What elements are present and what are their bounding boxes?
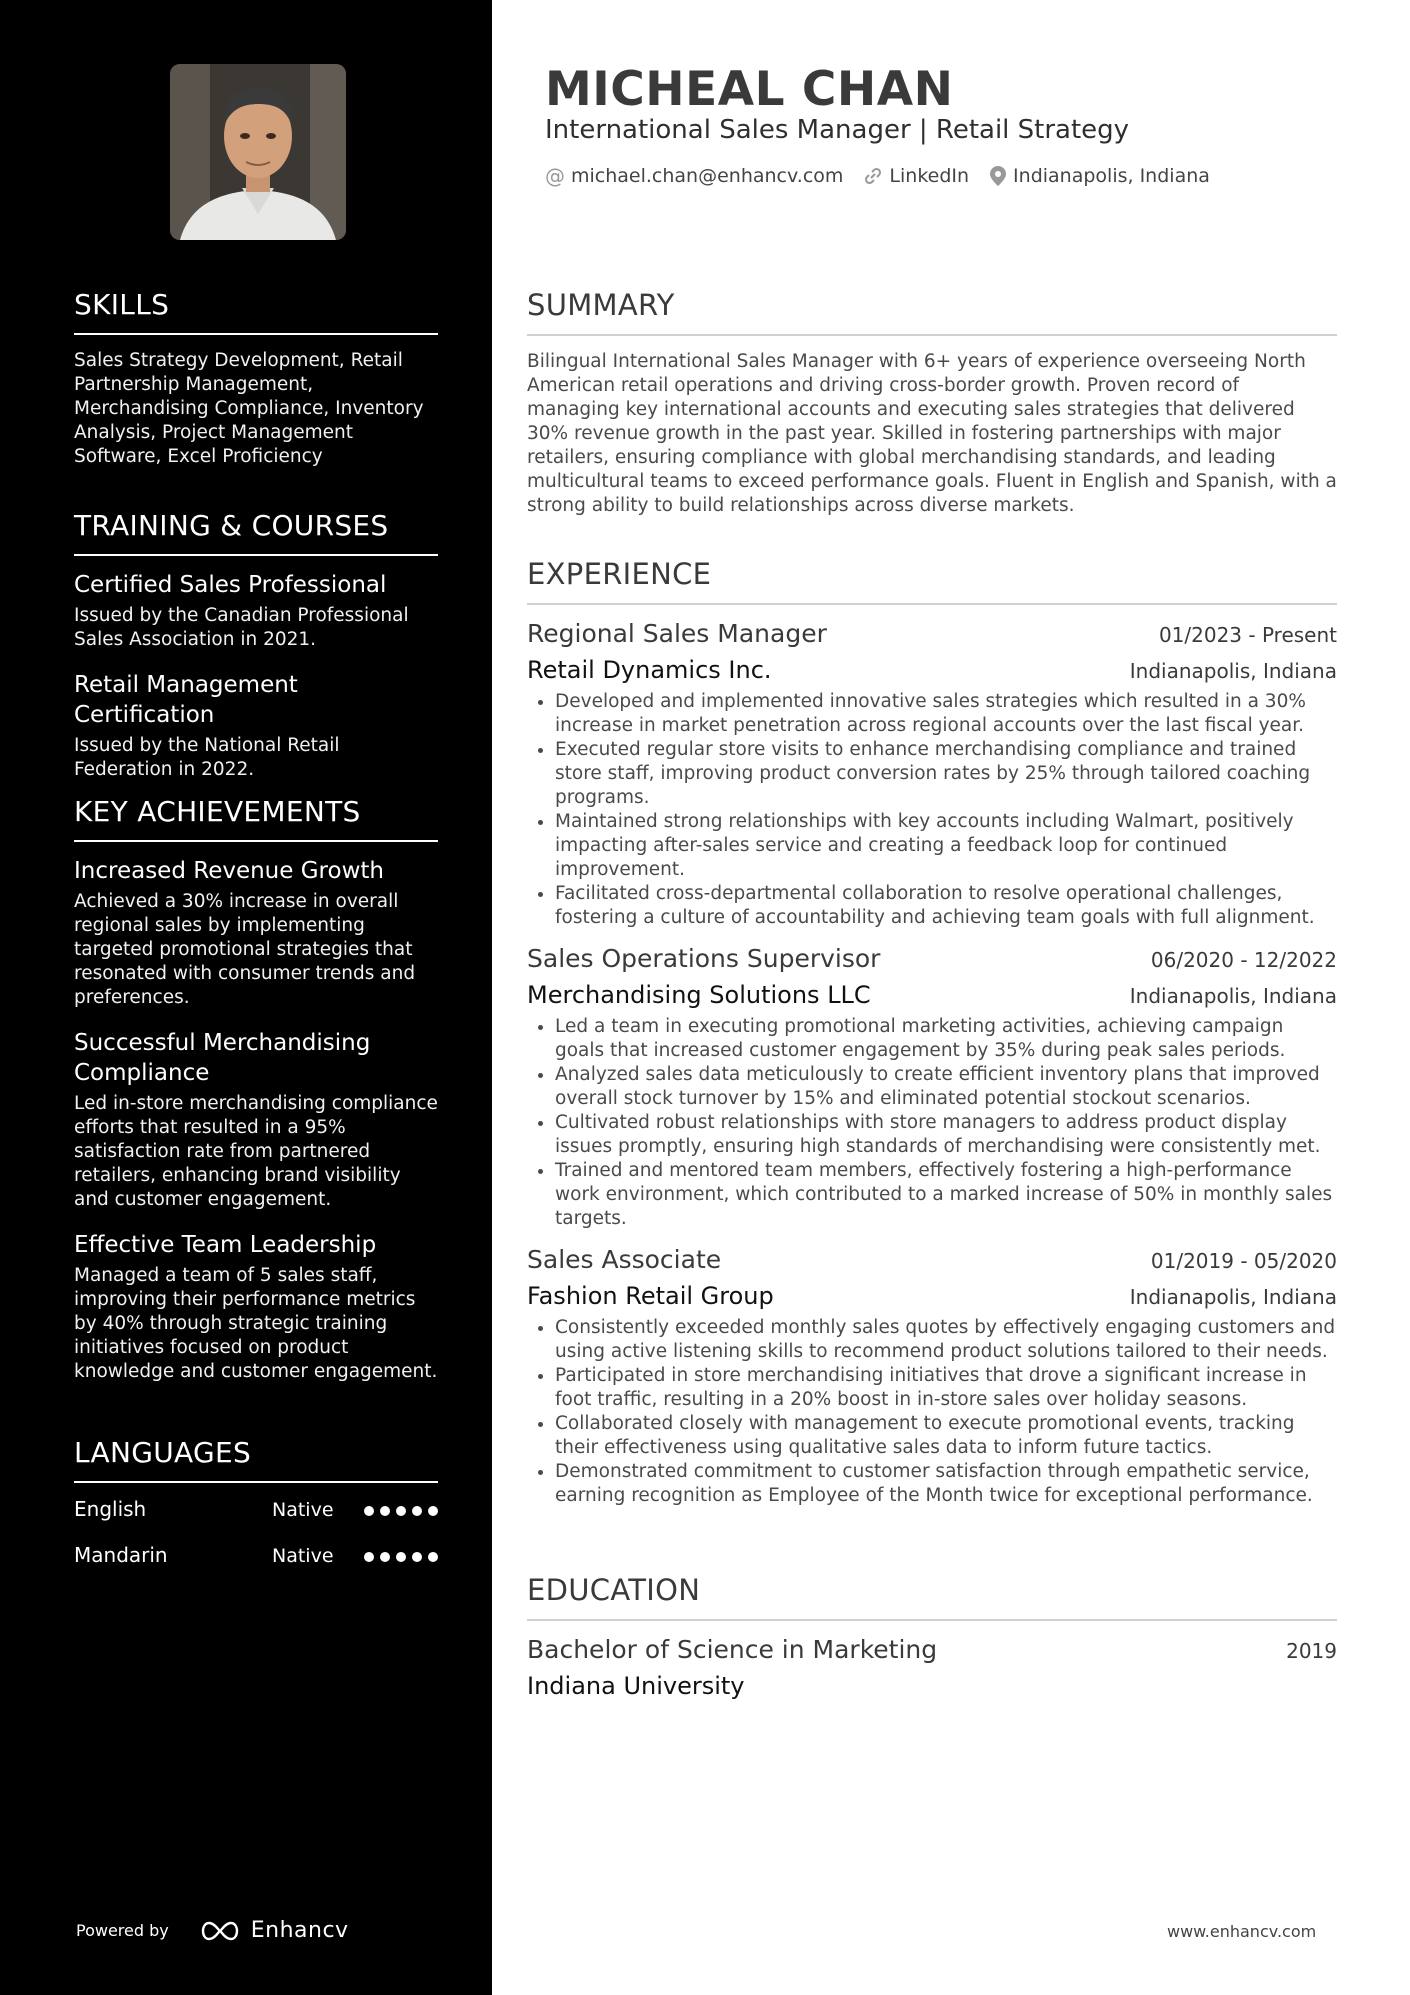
company-name: Fashion Retail Group bbox=[527, 1282, 774, 1310]
education-heading: EDUCATION bbox=[527, 1573, 1337, 1621]
rating-dot bbox=[396, 1552, 406, 1562]
footer-url[interactable]: www.enhancv.com bbox=[1167, 1922, 1317, 1941]
experience-heading: EXPERIENCE bbox=[527, 557, 1337, 605]
language-rating bbox=[358, 1547, 438, 1566]
language-level: Native bbox=[272, 1499, 334, 1521]
languages-section bbox=[74, 1436, 438, 1589]
education-row bbox=[527, 1635, 1337, 1664]
rating-dot bbox=[364, 1506, 374, 1516]
email-text: michael.chan@enhancv.com bbox=[571, 165, 844, 187]
skills-section bbox=[74, 288, 438, 469]
training-text: Issued by the National Retail Federation in 2022. bbox=[74, 735, 340, 780]
achievement-text: Achieved a 30% increase in overall regional sales by implementing targeted promotional strategies that resonated with consumer trends and preferences. bbox=[74, 891, 416, 1008]
job-bullets bbox=[527, 1316, 1337, 1508]
education-section bbox=[527, 1573, 1337, 1700]
bullet-item: • Maintained strong relationships with key accounts including Walmart, positively impacting after-sales service and creating a feedback loop for continued improvement. bbox=[555, 810, 1337, 882]
training-title: Certified Sales Professional bbox=[74, 572, 387, 598]
job-company-row bbox=[527, 981, 1337, 1009]
rating-dot bbox=[380, 1506, 390, 1516]
bullet-item: • Led a team in executing promotional marketing activities, achieving campaign goals that increased customer engagement by 35% during peak sales periods. bbox=[555, 1015, 1337, 1063]
at-icon: @ bbox=[545, 164, 565, 188]
job-title: Sales Operations Supervisor bbox=[527, 944, 881, 973]
language-level: Native bbox=[272, 1545, 334, 1567]
brand-name: Enhancv bbox=[250, 1918, 349, 1943]
summary-text: Bilingual International Sales Manager with 6+ years of experience overseeing North American retail operations and driving cross-border growth. Proven record of managing key international accounts and executing sales strategies that delivered 30% revenue growth in the past year. Skilled in fostering partnerships with major retailers, ensuring compliance with global merchandising standards, and leading multicultural teams to exceed performance goals. Fluent in English and Spanish, with a strong ability to build relationships across diverse markets. bbox=[527, 351, 1337, 516]
contact-location bbox=[989, 164, 1210, 188]
achievement-title: Increased Revenue Growth bbox=[74, 858, 384, 884]
language-rating bbox=[358, 1501, 438, 1520]
rating-dot bbox=[428, 1552, 438, 1562]
portrait-illustration bbox=[170, 64, 346, 240]
candidate-role: International Sales Manager | Retail Strategy bbox=[545, 115, 1130, 145]
bullet-item: • Analyzed sales data meticulously to create efficient inventory plans that improved overall stock turnover by 15% and eliminated potential stockout scenarios. bbox=[555, 1063, 1337, 1111]
rating-dot bbox=[364, 1552, 374, 1562]
achievement-title: Effective Team Leadership bbox=[74, 1232, 377, 1258]
bullet-item: • Demonstrated commitment to customer satisfaction through empathetic service, earning recognition as Employee of the Month twice for exceptional performance. bbox=[555, 1460, 1337, 1508]
achievement-text: Managed a team of 5 sales staff, improving their performance metrics by 40% through strategic training initiatives focused on product knowledge and customer engagement. bbox=[74, 1265, 438, 1382]
enhancv-logo[interactable] bbox=[197, 1918, 349, 1943]
powered-by-label: Powered by bbox=[76, 1921, 169, 1940]
achievements-section bbox=[74, 795, 438, 1402]
degree: Bachelor of Science in Marketing bbox=[527, 1635, 938, 1664]
sidebar bbox=[0, 0, 492, 1995]
summary-section bbox=[527, 288, 1337, 518]
skills-text: Sales Strategy Development, Retail Partnership Management, Merchandising Compliance, Inventory Analysis, Project Management Software, Excel Proficiency bbox=[74, 350, 424, 467]
linkedin-text: LinkedIn bbox=[889, 165, 970, 187]
rating-dot bbox=[428, 1506, 438, 1516]
job-location: Indianapolis, Indiana bbox=[1129, 1285, 1337, 1309]
achievement-text: Led in-store merchandising compliance efforts that resulted in a 95% satisfaction rate from partnered retailers, enhancing brand visibility and customer engagement. bbox=[74, 1093, 438, 1210]
achievement-title: Successful Merchandising Compliance bbox=[74, 1030, 371, 1086]
job-location: Indianapolis, Indiana bbox=[1129, 984, 1337, 1008]
job-title: Regional Sales Manager bbox=[527, 619, 827, 648]
rating-dot bbox=[396, 1506, 406, 1516]
bullet-item: • Collaborated closely with management to execute promotional events, tracking their effectiveness using qualitative sales data to inform future tactics. bbox=[555, 1412, 1337, 1460]
language-row bbox=[74, 1497, 438, 1543]
job-date: 01/2019 - 05/2020 bbox=[1150, 1249, 1337, 1273]
contact-linkedin[interactable] bbox=[863, 164, 969, 188]
job-entry bbox=[527, 1245, 1337, 1508]
training-item bbox=[74, 670, 438, 782]
bullet-item: • Trained and mentored team members, effectively fostering a high-performance work environment, which contributed to a marked increase of 50% in monthly sales targets. bbox=[555, 1159, 1337, 1231]
training-item bbox=[74, 570, 438, 652]
job-title: Sales Associate bbox=[527, 1245, 722, 1274]
skills-heading: SKILLS bbox=[74, 288, 438, 335]
company-name: Retail Dynamics Inc. bbox=[527, 656, 772, 684]
achievement-item bbox=[74, 1028, 438, 1212]
training-heading: TRAINING & COURSES bbox=[74, 509, 438, 556]
bullet-item: • Developed and implemented innovative sales strategies which resulted in a 30% increase in market penetration across regional accounts over the last fiscal year. bbox=[555, 690, 1337, 738]
job-date: 01/2023 - Present bbox=[1158, 623, 1337, 647]
school-name: Indiana University bbox=[527, 1672, 745, 1700]
contact-email[interactable] bbox=[545, 164, 843, 188]
job-company-row bbox=[527, 656, 1337, 684]
powered-by bbox=[76, 1918, 349, 1943]
candidate-name: MICHEAL CHAN bbox=[545, 62, 954, 117]
rating-dot bbox=[412, 1552, 422, 1562]
job-title-row bbox=[527, 944, 1337, 973]
achievement-item bbox=[74, 1230, 438, 1384]
rating-dot bbox=[412, 1506, 422, 1516]
infinity-icon bbox=[197, 1919, 243, 1943]
achievement-item bbox=[74, 856, 438, 1010]
contact-bar bbox=[545, 164, 1210, 188]
training-section bbox=[74, 509, 438, 800]
company-name: Merchandising Solutions LLC bbox=[527, 981, 871, 1009]
bullet-item: • Executed regular store visits to enhance merchandising compliance and trained store staff, improving product conversion rates by 25% through tailored coaching programs. bbox=[555, 738, 1337, 810]
graduation-year: 2019 bbox=[1286, 1639, 1337, 1663]
job-title-row bbox=[527, 619, 1337, 648]
job-entry bbox=[527, 944, 1337, 1231]
bullet-item: • Facilitated cross-departmental collaboration to resolve operational challenges, fostering a culture of accountability and achieving team goals with full alignment. bbox=[555, 882, 1337, 930]
job-title-row bbox=[527, 1245, 1337, 1274]
training-text: Issued by the Canadian Professional Sales Association in 2021. bbox=[74, 605, 409, 650]
achievements-heading: KEY ACHIEVEMENTS bbox=[74, 795, 438, 842]
job-company-row bbox=[527, 1282, 1337, 1310]
summary-heading: SUMMARY bbox=[527, 288, 1337, 336]
job-bullets bbox=[527, 1015, 1337, 1231]
training-title: Retail Management Certification bbox=[74, 672, 298, 728]
language-row bbox=[74, 1543, 438, 1589]
location-pin-icon bbox=[989, 165, 1007, 187]
experience-section bbox=[527, 557, 1337, 1522]
job-bullets bbox=[527, 690, 1337, 930]
languages-heading: LANGUAGES bbox=[74, 1436, 438, 1483]
bullet-item: • Cultivated robust relationships with store managers to address product display issues promptly, ensuring high standards of merchandising were consistently met. bbox=[555, 1111, 1337, 1159]
job-date: 06/2020 - 12/2022 bbox=[1150, 948, 1337, 972]
bullet-item: • Participated in store merchandising initiatives that drove a significant increase in foot traffic, resulting in a 20% boost in in-store sales over holiday seasons. bbox=[555, 1364, 1337, 1412]
bullet-item: • Consistently exceeded monthly sales quotes by effectively engaging customers and using active listening skills to recommend product solutions tailored to their needs. bbox=[555, 1316, 1337, 1364]
rating-dot bbox=[380, 1552, 390, 1562]
language-name: English bbox=[74, 1497, 147, 1521]
profile-photo bbox=[170, 64, 346, 240]
job-location: Indianapolis, Indiana bbox=[1129, 659, 1337, 683]
location-text: Indianapolis, Indiana bbox=[1013, 165, 1210, 187]
language-name: Mandarin bbox=[74, 1543, 168, 1567]
link-icon bbox=[863, 166, 883, 186]
job-entry bbox=[527, 619, 1337, 930]
